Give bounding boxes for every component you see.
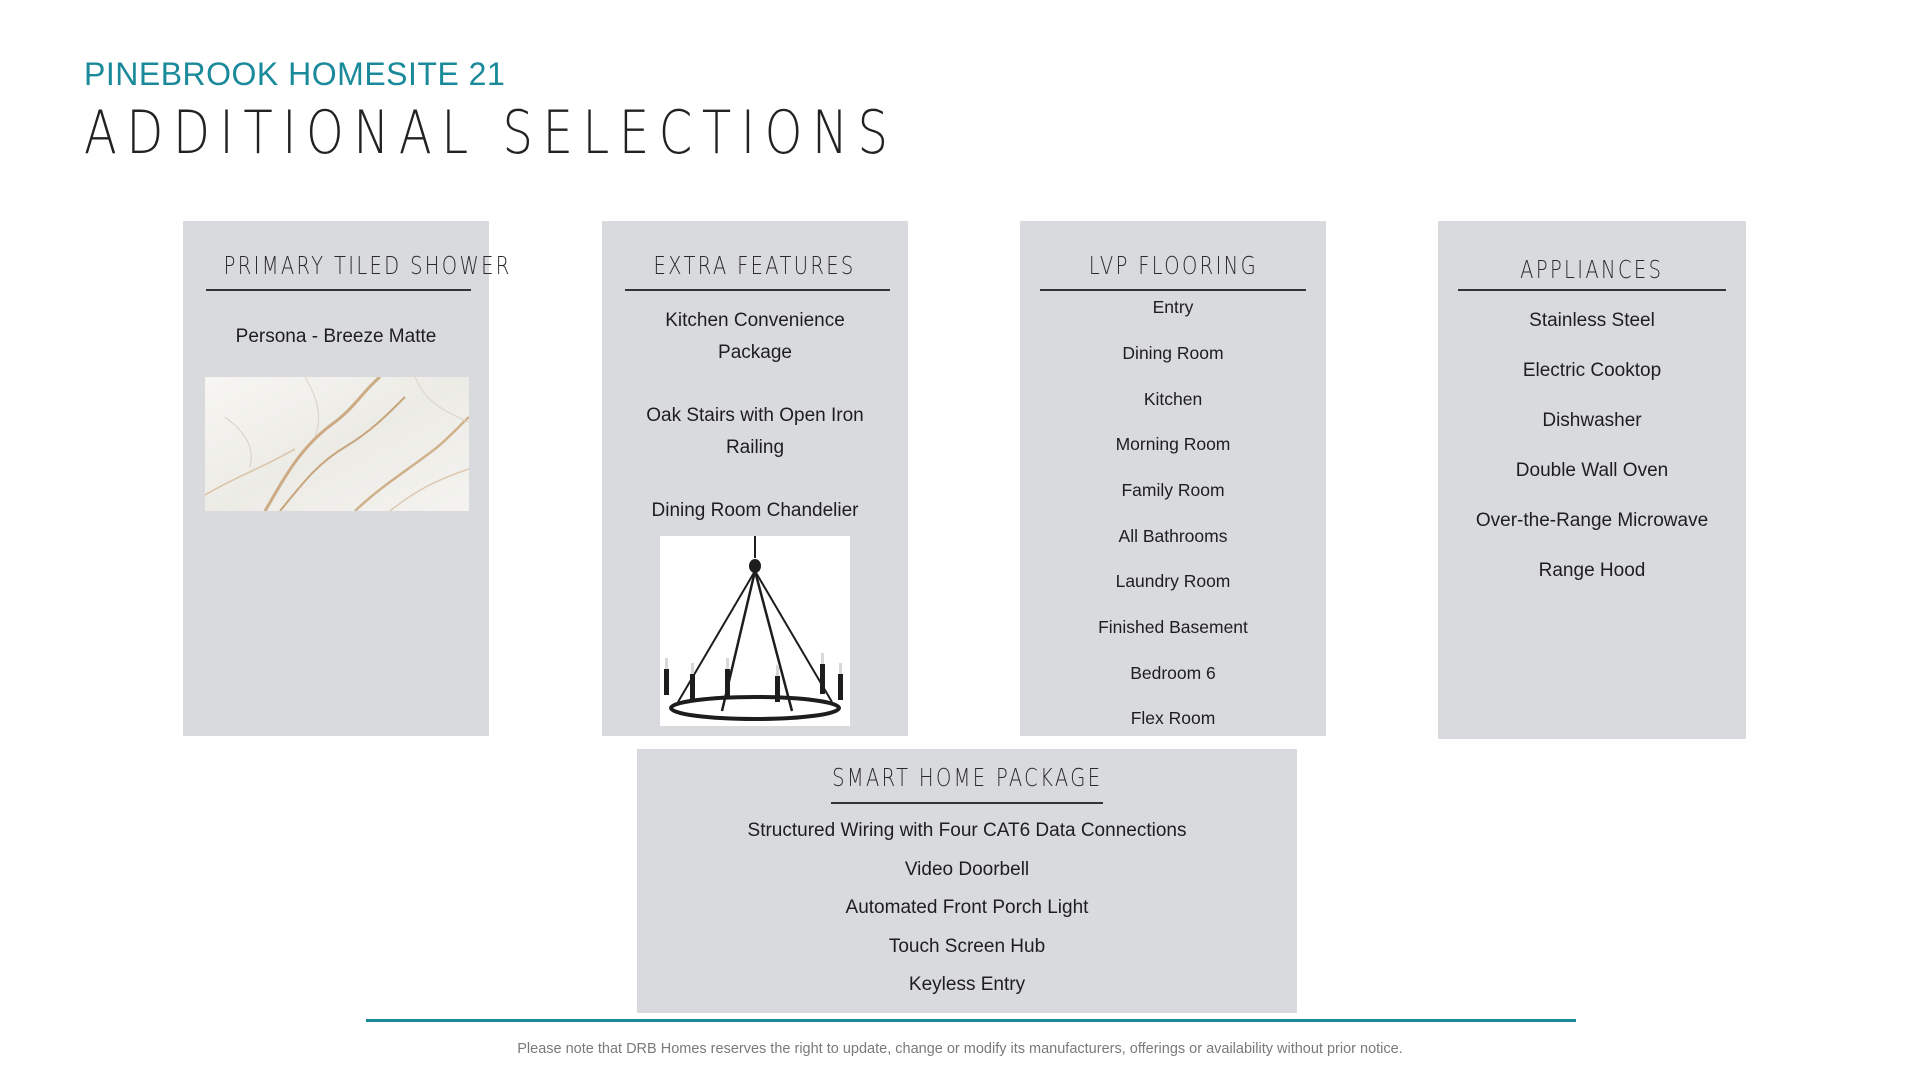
appliance-item: Stainless Steel xyxy=(1529,310,1655,331)
flooring-room: Morning Room xyxy=(1115,434,1231,454)
extra-feature-line: Kitchen Convenience xyxy=(665,310,845,331)
extra-feature-line: Oak Stairs with Open Iron xyxy=(646,405,864,426)
card-heading: EXTRA FEATURES xyxy=(653,251,857,280)
flooring-room: Finished Basement xyxy=(1098,617,1248,637)
card-heading: LVP FLOORING xyxy=(1088,251,1258,280)
appliance-item: Double Wall Oven xyxy=(1515,460,1669,481)
shower-tile-selection: Persona - Breeze Matte xyxy=(235,326,437,347)
flooring-room: Laundry Room xyxy=(1115,571,1231,591)
appliance-item: Over-the-Range Microwave xyxy=(1475,510,1709,531)
card-heading: SMART HOME PACKAGE xyxy=(831,763,1103,792)
card-smart-home-package xyxy=(637,749,1297,1013)
marble-tile-image xyxy=(205,377,469,511)
flooring-room: Entry xyxy=(1152,297,1194,317)
flooring-room: Flex Room xyxy=(1130,708,1216,728)
heading-divider xyxy=(625,289,890,291)
card-extra-features xyxy=(602,221,908,736)
card-lvp-flooring xyxy=(1020,221,1326,736)
extra-feature-line: Dining Room Chandelier xyxy=(651,500,859,521)
disclaimer-text: Please note that DRB Homes reserves the right to update, change or modify its manufacturers, offerings or availability without prior notice. xyxy=(517,1041,1403,1057)
heading-divider xyxy=(206,289,471,291)
card-appliances xyxy=(1438,221,1746,739)
smart-home-feature: Video Doorbell xyxy=(904,859,1030,880)
extra-feature-line: Railing xyxy=(725,437,785,458)
smart-home-feature: Automated Front Porch Light xyxy=(845,897,1089,918)
flooring-room: Kitchen xyxy=(1143,389,1203,409)
smart-home-feature: Keyless Entry xyxy=(908,974,1026,995)
chandelier-image xyxy=(660,536,850,726)
card-heading: APPLIANCES xyxy=(1520,255,1664,284)
appliance-item: Electric Cooktop xyxy=(1522,360,1662,381)
card-primary-tiled-shower xyxy=(183,221,512,736)
heading-divider xyxy=(1458,289,1726,291)
flooring-room: Bedroom 6 xyxy=(1130,663,1216,683)
appliance-item: Dishwasher xyxy=(1542,410,1642,431)
page-title: ADDITIONAL SELECTIONS xyxy=(84,98,898,168)
homesite-subtitle: PINEBROOK HOMESITE 21 xyxy=(84,56,506,92)
smart-home-feature: Touch Screen Hub xyxy=(888,936,1046,957)
smart-home-feature: Structured Wiring with Four CAT6 Data Connections xyxy=(747,820,1187,841)
extra-feature-line: Package xyxy=(718,342,792,363)
flooring-room: Dining Room xyxy=(1122,343,1224,363)
card-heading: PRIMARY TILED SHOWER xyxy=(223,251,512,280)
heading-divider xyxy=(1040,289,1306,291)
footer-divider xyxy=(366,1019,1576,1022)
heading-divider xyxy=(831,802,1103,804)
flooring-room: All Bathrooms xyxy=(1118,526,1228,546)
appliance-item: Range Hood xyxy=(1538,560,1646,581)
flooring-room: Family Room xyxy=(1121,480,1225,500)
